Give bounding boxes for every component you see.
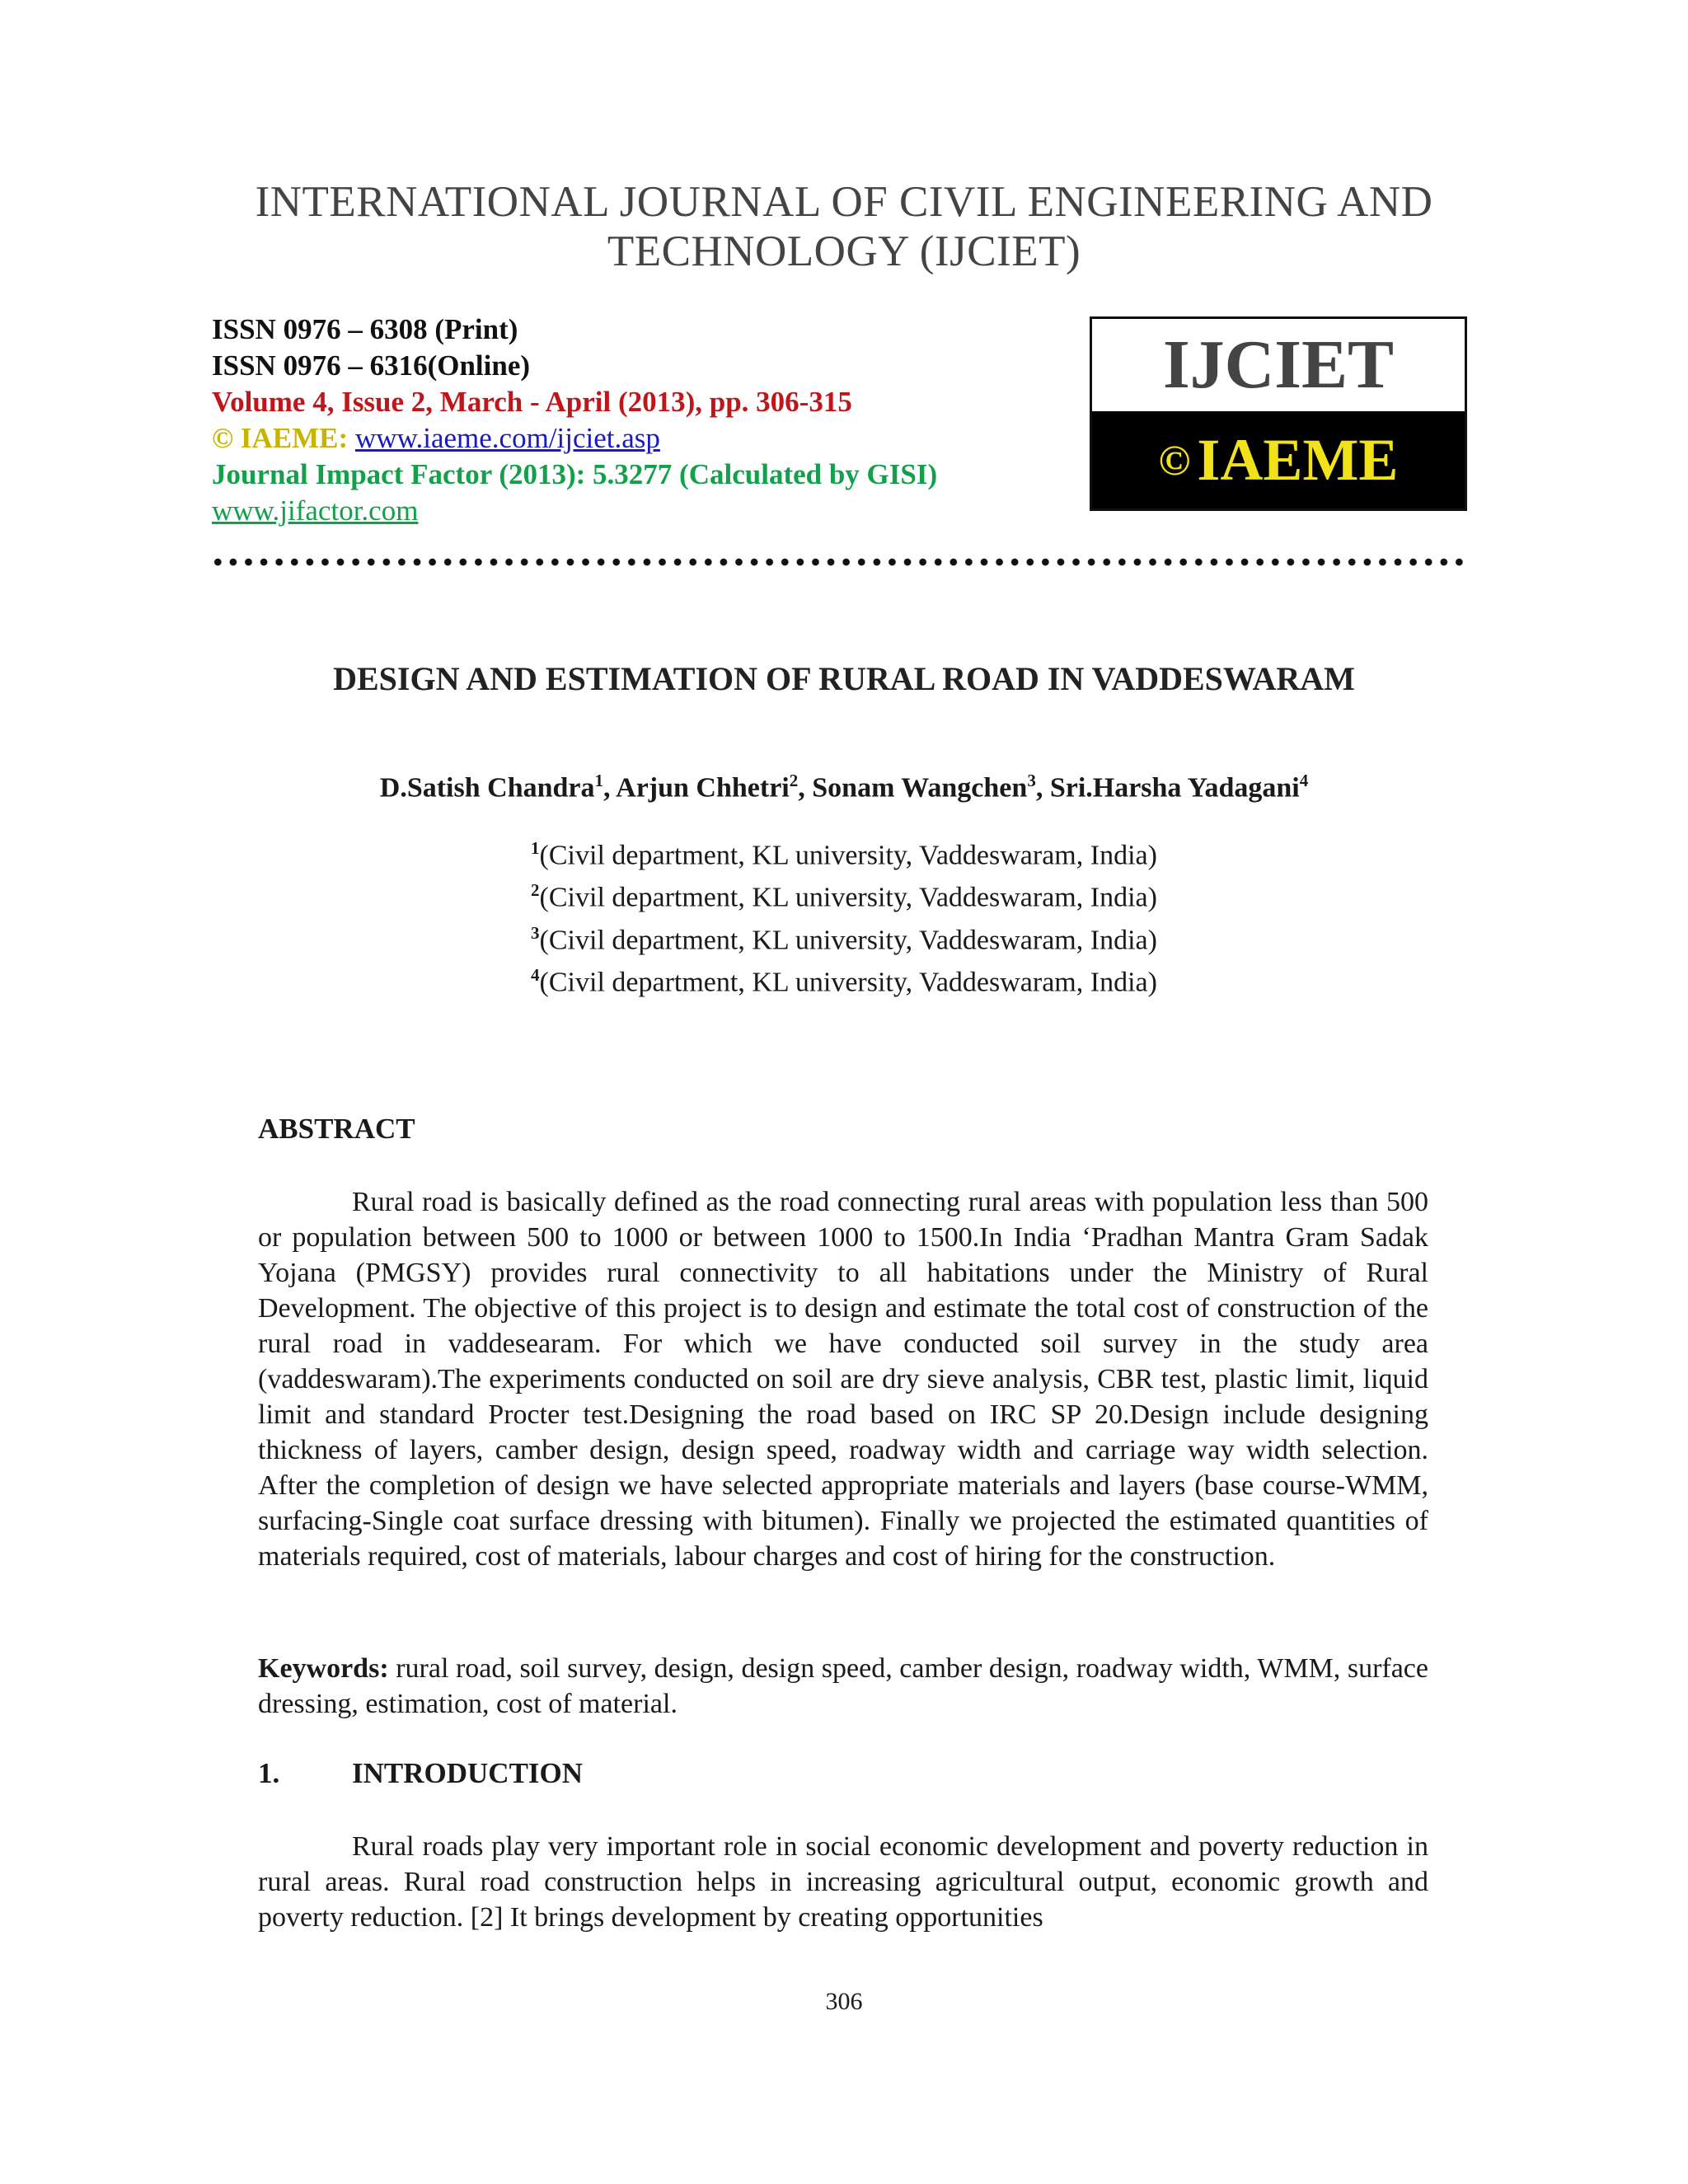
dotted-divider bbox=[210, 557, 1470, 567]
author-name: Sonam Wangchen bbox=[812, 772, 1028, 804]
affiliation-list bbox=[0, 831, 1688, 1000]
affiliation-item: $^2$(Civil department, KL university, Vaddeswaram, India) bbox=[531, 880, 1157, 913]
section-number: 1. bbox=[258, 1757, 280, 1789]
author-list: D.Satish Chandra$^1$, Arjun Chhetri$^2$, Sonam Wangchen$^3$, Sri.Harsha Yadagani$^4$ bbox=[379, 771, 1309, 804]
author-name: D.Satish Chandra bbox=[379, 772, 595, 804]
journal-title bbox=[0, 177, 1688, 276]
copyright-icon: © bbox=[1158, 438, 1191, 485]
abstract-text: Rural road is basically defined as the road connecting rural areas with population less than 500 or population between 500 to 1000 or between 1000 to 1500.In India ‘Pradhan Mantra Gram Sadak Yojana (PMGSY) provides rural connectivity to all habitations under the Ministry of Rural Development. The objective of this project is to design and estimate the total cost of construction of the rural road in vaddesearam. For which we have conducted soil survey in the study area (vaddeswaram).The experiments conducted on soil are dry sieve analysis, CBR test, plastic limit, liquid limit and standard Procter test.Designing the road based on IRC SP 20.Design include designing thickness of layers, camber design, design speed, roadway width and carriage way width selection. After the completion of design we have selected appropriate materials and layers (base course-WMM, surfacing-Single coat surface dressing with bitumen). Finally we projected the estimated quantities of materials required, cost of materials, labour charges and cost of hiring for the construction. bbox=[258, 1187, 1428, 1572]
journal-title-line2: TECHNOLOGY (IJCIET) bbox=[607, 227, 1081, 275]
issn-online: ISSN 0976 – 6316(Online) bbox=[212, 349, 531, 382]
iaeme-link[interactable]: www.iaeme.com/ijciet.asp bbox=[354, 422, 660, 454]
keywords bbox=[258, 1651, 1428, 1722]
journal-logo bbox=[1090, 316, 1467, 511]
logo-bottom bbox=[1092, 411, 1465, 509]
author-sup: 3 bbox=[1027, 771, 1036, 790]
keywords-text: rural road, soil survey, design, design speed, camber design, roadway width, WMM, surface dressing, estimation, cost of material. bbox=[258, 1653, 1428, 1719]
page-number: 306 bbox=[825, 1988, 863, 2015]
affiliation-item: $^4$(Civil department, KL university, Vaddeswaram, India) bbox=[531, 964, 1157, 998]
logo-top-text: IJCIET bbox=[1092, 319, 1465, 411]
paper-title: DESIGN AND ESTIMATION OF RURAL ROAD IN VADDESWARAM bbox=[333, 660, 1355, 697]
iaeme-label: © IAEME: bbox=[212, 422, 349, 454]
iaeme-line bbox=[212, 420, 937, 457]
author-name: Sri.Harsha Yadagani bbox=[1049, 772, 1300, 804]
issn-print: ISSN 0976 – 6308 (Print) bbox=[212, 313, 518, 345]
author-name: Arjun Chhetri bbox=[616, 772, 790, 804]
journal-title-line1: INTERNATIONAL JOURNAL OF CIVIL ENGINEERING AND bbox=[255, 178, 1433, 226]
author-sup: 1 bbox=[594, 771, 604, 790]
volume-info: Volume 4, Issue 2, March - April (2013), pp. 306-315 bbox=[212, 386, 852, 418]
affiliation-item: $^3$(Civil department, KL university, Vaddeswaram, India) bbox=[531, 922, 1157, 955]
author-sup: 4 bbox=[1299, 771, 1309, 790]
journal-info bbox=[212, 312, 937, 529]
affiliation-item: $^1$(Civil department, KL university, Vaddeswaram, India) bbox=[531, 838, 1157, 871]
jifactor-link[interactable]: www.jifactor.com bbox=[212, 494, 419, 527]
keywords-label: Keywords: bbox=[258, 1653, 389, 1684]
logo-bottom-text: IAEME bbox=[1197, 427, 1399, 493]
abstract-heading: ABSTRACT bbox=[258, 1113, 415, 1145]
introduction-heading: INTRODUCTION bbox=[352, 1757, 584, 1789]
introduction-text: Rural roads play very important role in social economic development and poverty reduction in rural areas. Rural road construction helps in increasing agricultural output, economic growth and poverty reduction. [2] It brings development by creating opportunities bbox=[258, 1831, 1428, 1933]
author-sup: 2 bbox=[789, 771, 799, 790]
impact-factor: Journal Impact Factor (2013): 5.3277 (Calculated by GISI) bbox=[212, 458, 938, 490]
